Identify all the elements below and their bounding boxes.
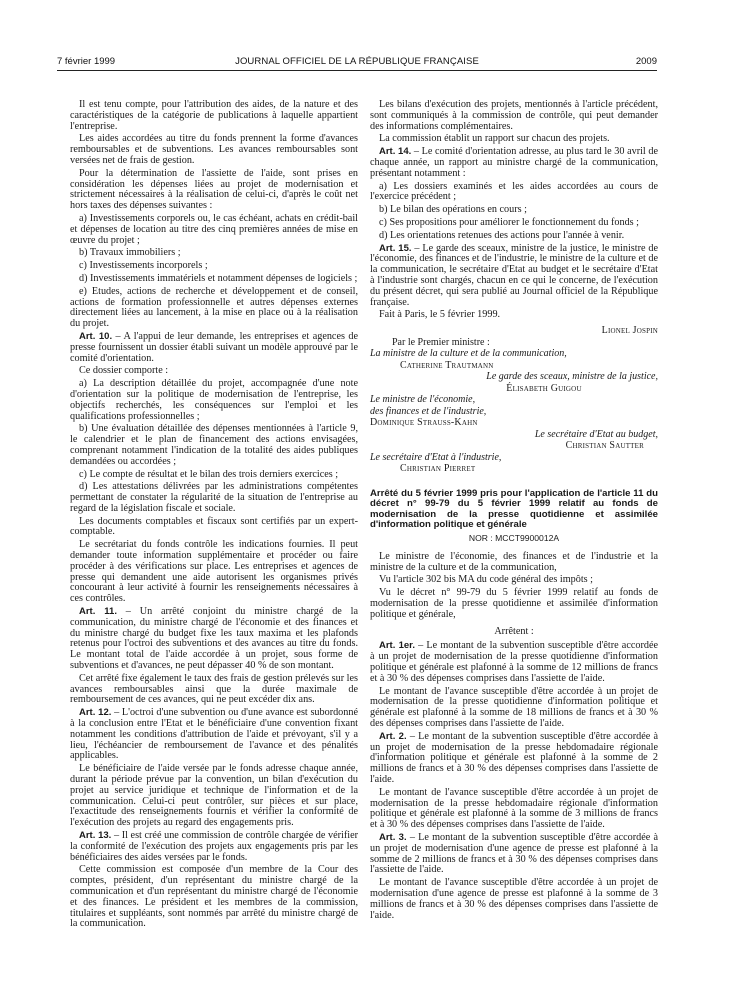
- list-item: a) Les dossiers examinés et les aides accordées au cours de l'exercice précédent ;: [370, 180, 658, 203]
- article-label: Art. 14.: [379, 146, 412, 158]
- article-label: Art. 12.: [79, 707, 112, 719]
- signatory-justice: Élisabeth Guigou: [506, 382, 582, 394]
- paragraph: Le montant de l'avance susceptible d'être accordée à un projet de modernisation de la presse quotidienne d'information politique et générale est plafonné à la somme de 18 millions de francs et à 30 % des dépenses comprises dans l'assiette de l'aide.: [370, 685, 658, 729]
- article-11: [70, 607, 358, 672]
- list-item: b) Le bilan des opérations en cours ;: [379, 204, 527, 216]
- done-line: Fait à Paris, le 5 février 1999.: [379, 309, 501, 321]
- article-text: – L'octroi d'une subvention ou d'une avance est subordonné à la conclusion entre l'Etat et le bénéficiaire d'une convention fixant notamment les conditions d'attribution de l'aide et prévoyant, s'il y a lieu, l'échéancier de remboursement de l'avance et des pénalités applicables.: [70, 707, 358, 762]
- page-number: 2009: [635, 56, 657, 67]
- paragraph: Le bénéficiaire de l'aide versée par le fonds adresse chaque année, durant la période prévue par la convention, un bilan d'exécution du projet au service juridique et technique de l'information et de la communication. Celui-ci peut contrôler, sur pièces et sur place, l'exactitude des renseignements fournis et vérifier la conformité de l'exécution des projets au regard des engagements pris.: [70, 763, 358, 829]
- paragraph: Vu l'article 302 bis MA du code général des impôts ;: [379, 574, 593, 586]
- article-10: [70, 332, 358, 364]
- role-culture: La ministre de la culture et de la communication,: [370, 348, 567, 360]
- decree-operative-word: Arrêtent :: [494, 625, 534, 637]
- list-item: d) Les attestations délivrées par les administrations compétentes permettant de constater la régularité de la situation de l'entreprise au regard de la législation fiscale et sociale.: [70, 481, 358, 514]
- article-12: [70, 708, 358, 762]
- role-budget: Le secrétaire d'Etat au budget,: [534, 428, 658, 440]
- list-item: d) Les orientations retenues des actions pour l'année à venir.: [379, 229, 625, 241]
- role-economy: Le ministre de l'économie,: [370, 394, 476, 406]
- article-text: – Il est créé une commission de contrôle chargée de vérifier la conformité de l'exécution des projets aux engagements pris par les bénéficiaires des aides versées par le fonds.: [70, 830, 358, 863]
- list-item: c) Le compte de résultat et le bilan des trois derniers exercices ;: [79, 468, 339, 480]
- article-text: – Le garde des sceaux, ministre de la justice, le ministre de l'économie, des finances et de l'industrie, le ministre de la culture et de la communication, le secrétaire d'Etat au budget et le secrétaire d'Etat à l'industrie sont chargés, chacun en ce qui le concerne, de l'exécution du présent décret, qui sera publié au Journal officiel de la République française.: [370, 242, 658, 308]
- article-text: – Le montant de la subvention susceptible d'être accordée à un projet de modernisation d'une agence de presse est plafonné à la somme de 2 millions de francs et à 30 % des dépenses comprises dans l'assiette de l'aide.: [370, 831, 658, 876]
- decree-title: Arrêté du 5 février 1999 pris pour l'application de l'article 11 du décret n° 99-79 du 5 février 1999 relatif au fonds de modernisation de la presse quotidienne et assimilée d'information politique et générale: [370, 487, 658, 531]
- paragraph: Ce dossier comporte :: [79, 365, 169, 377]
- article-1: [370, 641, 658, 684]
- article-text: – Le montant de la subvention susceptible d'être accordée à un projet de modernisation de la presse hebdomadaire régionale d'information politique et générale est plafonné à la somme de 2 millions de francs et à 30 % des dépenses comprises dans l'assiette de l'aide.: [370, 730, 658, 785]
- paragraph: Cette commission est composée d'un membre de la Cour des comptes, président, d'un représentant du ministre chargé de la communication et d'un représentant du ministre chargé de l'économie et des finances. Le président et les membres de la commission, titulaires et suppléants, sont nommés par arrêté du ministre chargé de la communication.: [70, 864, 358, 930]
- list-item: d) Investissements immatériels et notamment dépenses de logiciels ;: [79, 272, 358, 284]
- article-13: [70, 831, 358, 863]
- article-14: [370, 147, 658, 179]
- paragraph: Le ministre de l'économie, des finances et de l'industrie et la ministre de la culture et de la communication,: [370, 550, 658, 573]
- article-text: – Le montant de la subvention susceptible d'être accordée à un projet de modernisation de la presse quotidienne d'information politique et générale est plafonné à la somme de 12 millions de francs et à 30 % des dépenses comprises dans l'assiette de l'aide.: [370, 640, 658, 684]
- article-text: – Un arrêté conjoint du ministre chargé de la communication, du ministre chargé de l'économie et des finances et du ministre chargé du budget fixe les taux maxima et les plafonds retenus pour l'octroi des subventions et des avances au titre du fonds. Le montant total de l'aide accordée à un projet, sous forme de subventions et d'avances, ne peut dépasser 40 % de son montant.: [70, 606, 358, 672]
- list-item: a) Investissements corporels ou, le cas échéant, achats en crédit-bail et dépenses de location au titre des cinq premières années de mise en œuvre du projet ;: [70, 212, 358, 246]
- list-item: e) Etudes, actions de recherche et développement et de conseil, actions de formation professionnelle et autres dépenses externes directement liées au lancement, à la mise en place ou à la réalisation du projet.: [70, 285, 358, 330]
- paragraph: Cet arrêté fixe également le taux des frais de gestion prélevés sur les avances remboursables ainsi que la durée maximale de remboursement de ces avances, qui ne peut excéder dix ans.: [70, 672, 358, 706]
- list-item: a) La description détaillée du projet, accompagnée d'une note d'orientation sur la politique de modernisation de l'entreprise, les objectifs recherchés, les conséquences sur l'emploi et les qualifications professionnelles ;: [70, 378, 358, 422]
- header-rule: [57, 70, 657, 71]
- signature-block: [370, 325, 658, 475]
- article-text: – A l'appui de leur demande, les entreprises et agences de presse fournissent un dossier établi suivant un modèle approuvé par le comité d'orientation.: [70, 330, 358, 364]
- role-industry: Le secrétaire d'Etat à l'industrie,: [370, 451, 502, 463]
- role-justice: Le garde des sceaux, ministre de la justice,: [486, 371, 658, 383]
- paragraph: Vu le décret n° 99-79 du 5 février 1999 relatif au fonds de modernisation de la presse quotidienne et assimilée d'information politique et générale,: [370, 587, 658, 620]
- article-text: – Le comité d'orientation adresse, au plus tard le 30 avril de chaque année, un rapport au ministre chargé de la communication, présentant notamment :: [370, 146, 658, 179]
- list-item: c) Investissements incorporels ;: [79, 260, 208, 272]
- paragraph: Le secrétariat du fonds contrôle les indications fournies. Il peut demander toute information supplémentaire et procéder ou faire procéder à des vérifications sur place. Les entreprises et agences de presse qui demandent une aide autorisent les organismes privés concourant à leur activité à fournir les renseignements nécessaires à ces contrôles.: [70, 539, 358, 605]
- article-3: [370, 833, 658, 876]
- article-15: [370, 244, 658, 309]
- article-label: Art. 1er.: [379, 640, 415, 652]
- on-behalf-line: Par le Premier ministre :: [392, 336, 490, 348]
- paragraph: Pour la détermination de l'assiette de l'aide, sont prises en considération les dépenses liées au projet de modernisation et strictement nécessaires à la réalisation de celui-ci, d'après le coût net hors taxes des dépenses suivantes :: [70, 167, 358, 212]
- left-column: [70, 100, 358, 932]
- paragraph: Le montant de l'avance susceptible d'être accordée à un projet de modernisation de la presse hebdomadaire régionale d'information politique et générale est plafonné à la somme de 3 millions de francs et à 30 % des dépenses comprises dans l'assiette de l'aide.: [370, 786, 658, 831]
- role-economy-cont: des finances et de l'industrie,: [370, 405, 487, 417]
- paragraph: Les aides accordées au titre du fonds prennent la forme d'avances remboursables et de subventions. Les avances remboursables sont versées net de frais de gestion.: [70, 133, 358, 166]
- signatory-prime-minister: Lionel Jospin: [601, 325, 658, 337]
- page-header: [57, 56, 657, 70]
- nor-reference: NOR : MCCT9900012A: [468, 533, 560, 544]
- article-label: Art. 10.: [79, 330, 113, 342]
- signatory-budget: Christian Sautter: [565, 440, 644, 452]
- list-item: b) Travaux immobiliers ;: [79, 247, 181, 259]
- signatory-economy: Dominique Strauss-Kahn: [370, 417, 478, 429]
- article-label: Art. 2.: [379, 730, 407, 742]
- paragraph: Les documents comptables et fiscaux sont certifiés par un expert-comptable.: [70, 515, 358, 538]
- paragraph: La commission établit un rapport sur chacun des projets.: [379, 133, 610, 145]
- journal-title: JOURNAL OFFICIEL DE LA RÉPUBLIQUE FRANÇAISE: [235, 56, 479, 67]
- signatory-culture: Catherine Trautmann: [400, 359, 494, 371]
- paragraph: Il est tenu compte, pour l'attribution des aides, de la nature et des caractéristiques de la catégorie de publications à laquelle appartient l'entreprise.: [70, 99, 358, 132]
- signatory-industry: Christian Pierret: [400, 463, 476, 475]
- list-item: c) Ses propositions pour améliorer le fonctionnement du fonds ;: [379, 216, 640, 228]
- paragraph: Le montant de l'avance susceptible d'être accordée à un projet de modernisation d'une agence de presse est plafonné à la somme de 3 millions de francs et à 30 % des dépenses comprises dans l'assiette de l'aide.: [370, 877, 658, 921]
- paragraph: Les bilans d'exécution des projets, mentionnés à l'article précédent, sont communiqués à la commission de contrôle, qui peut demander des informations complémentaires.: [370, 99, 658, 132]
- article-label: Art. 15.: [379, 242, 412, 254]
- list-item: b) Une évaluation détaillée des dépenses mentionnées à l'article 9, le calendrier et le plan de financement des actions envisagées, comprenant notamment l'indication de la totalité des aides publiques demandées ou accordées ;: [70, 423, 358, 467]
- article-2: [370, 732, 658, 786]
- right-column: [370, 100, 658, 923]
- article-label: Art. 11.: [79, 606, 117, 618]
- article-label: Art. 13.: [79, 830, 112, 841]
- header-date: 7 février 1999: [57, 56, 116, 67]
- article-label: Art. 3.: [379, 831, 407, 843]
